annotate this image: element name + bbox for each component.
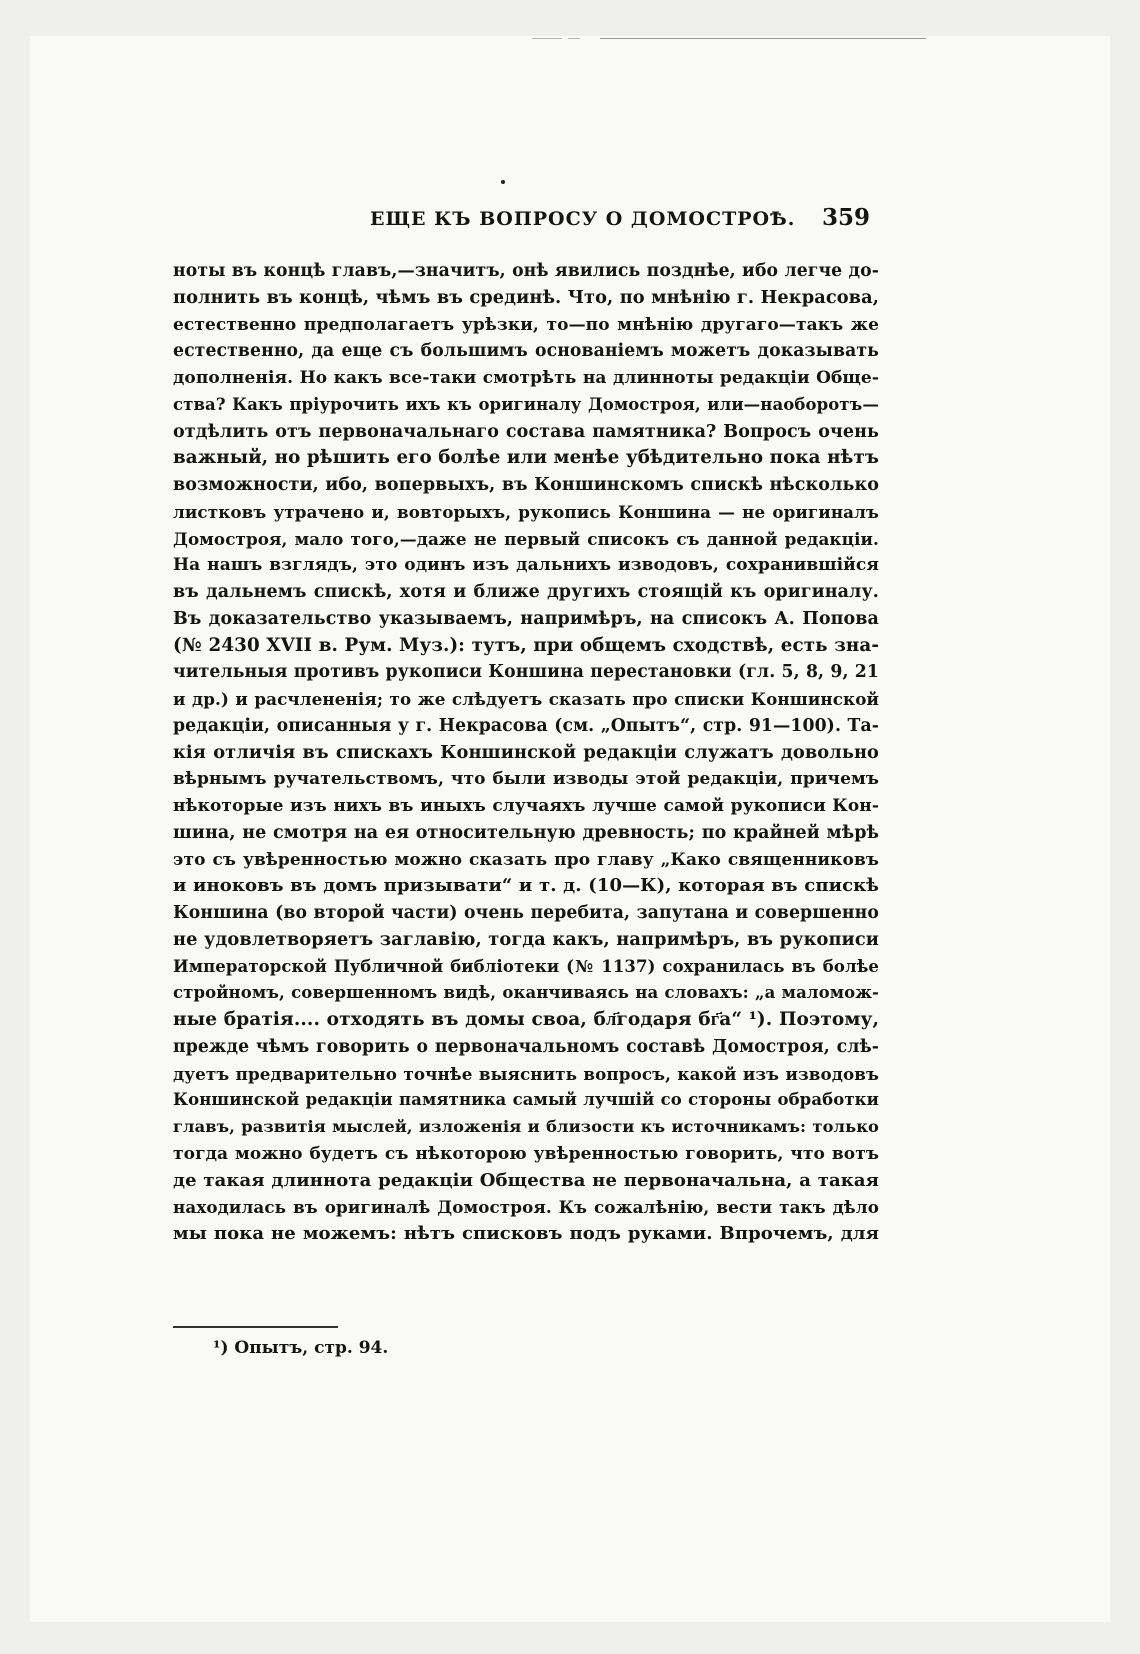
text-line: отдѣлить отъ первоначальнаго состава памятника? Вопросъ очень (173, 421, 879, 442)
text-line: нѣкоторые изъ нихъ въ иныхъ случаяхъ лучше самой рукописи Кон- (173, 796, 879, 816)
body-text (173, 258, 879, 1248)
text-line: Императорской Публичной библіотеки (№ 1137) сохранилась въ болѣе (173, 956, 879, 976)
text-line: въ дальнемъ спискѣ, хотя и ближе другихъ стоящій къ оригиналу. (173, 582, 879, 602)
text-line: и иноковъ въ домъ призывати“ и т. д. (10—К), которая въ спискѣ (173, 875, 879, 897)
text-line: находилась въ оригиналѣ Домостроя. Къ сожалѣнію, вести такъ дѣло (173, 1197, 879, 1218)
text-line: вѣрнымъ ручательствомъ, что были изводы этой редакціи, причемъ (173, 769, 879, 790)
text-line: ноты въ концѣ главъ,—значитъ, онѣ явились позднѣе, ибо легче до- (173, 261, 879, 281)
text-line: ные братія.... отходять въ домы своа, бл҃годаря бг҃а“ ¹). Поэтому, (173, 1009, 879, 1030)
footnote-divider (173, 1326, 338, 1328)
text-line: дуетъ предварительно точнѣе выяснить вопросъ, какой изъ изводовъ (173, 1063, 879, 1084)
text-line: прежде чѣмъ говорить о первоначальномъ составѣ Домостроя, слѣ- (173, 1036, 879, 1057)
text-line: это съ увѣренностью можно сказать про главу „Како священниковъ (173, 849, 879, 870)
text-line: естественно, да еще съ большимъ основаніемъ можетъ доказывать (173, 341, 879, 362)
top-edge-rule (600, 38, 926, 39)
print-speck (501, 180, 505, 184)
text-line: тогда можно будетъ съ нѣкоторою увѣренностью говорить, что вотъ (173, 1143, 879, 1164)
text-line: редакціи, описанныя у г. Некрасова (см. „Опытъ“, стр. 91—100). Та- (173, 715, 879, 736)
text-line: стройномъ, совершенномъ видѣ, оканчиваясь на словахъ: „а маломож- (173, 983, 879, 1003)
text-line: и др.) и расчлененія; то же слѣдуетъ сказать про списки Коншинской (173, 689, 879, 709)
footnote: ¹) Опытъ, стр. 94. (213, 1338, 389, 1358)
text-line: шина, не смотря на ея относительную древность; по крайней мѣрѣ (173, 822, 879, 843)
text-line: На нашъ взглядъ, это одинъ изъ дальнихъ изводовъ, сохранившійся (173, 555, 879, 576)
text-line: листковъ утрачено и, вовторыхъ, рукопись Коншина — не оригиналъ (173, 501, 879, 522)
text-line: Коншинской редакціи памятника самый лучшій со стороны обработки (173, 1090, 879, 1110)
running-head (0, 200, 1140, 240)
text-line: не удовлетворяетъ заглавію, тогда какъ, напримѣръ, въ рукописи (173, 928, 879, 950)
text-line: полнить въ концѣ, чѣмъ въ срединѣ. Что, по мнѣнію г. Некрасова, (173, 286, 879, 308)
text-line: кія отличія въ спискахъ Коншинской редакціи служатъ довольно (173, 741, 879, 763)
text-line: естественно предполагаетъ урѣзки, то—по мнѣнію другаго—такъ же (173, 314, 879, 335)
running-title: ЕЩЕ КЪ ВОПРОСУ О ДОМОСТРОѢ. (370, 208, 796, 230)
text-line: (№ 2430 XVII в. Рум. Муз.): тутъ, при общемъ сходствѣ, есть зна- (173, 634, 879, 656)
top-edge-rule (568, 38, 580, 39)
text-line: важный, но рѣшить его болѣе или менѣе убѣдительно пока нѣтъ (173, 447, 879, 469)
text-line: мы пока не можемъ: нѣтъ списковъ подъ руками. Впрочемъ, для (173, 1223, 879, 1244)
text-line: Въ доказательство указываемъ, напримѣръ, на списокъ А. Попова (173, 608, 879, 629)
text-line: возможности, ибо, вопервыхъ, въ Коншинскомъ спискѣ нѣсколько (173, 475, 879, 495)
text-line: дополненія. Но какъ все-таки смотрѣть на длинноты редакціи Обще- (173, 368, 879, 388)
top-edge-rule (532, 38, 562, 39)
text-line: Коншина (во второй части) очень перебита, запутана и совершенно (173, 903, 879, 923)
text-line: де такая длиннота редакціи Общества не первоначальна, а такая (173, 1169, 879, 1191)
text-line: чительныя противъ рукописи Коншина перестановки (гл. 5, 8, 9, 21 (173, 662, 879, 683)
page-number: 359 (822, 204, 871, 231)
text-line: ства? Какъ пріурочить ихъ къ оригиналу Домостроя, или—наоборотъ— (173, 394, 879, 414)
text-line: главъ, развитія мыслей, изложенія и близости къ источникамъ: только (173, 1117, 879, 1136)
text-line: Домостроя, мало того,—даже не первый списокъ съ данной редакціи. (173, 528, 879, 549)
